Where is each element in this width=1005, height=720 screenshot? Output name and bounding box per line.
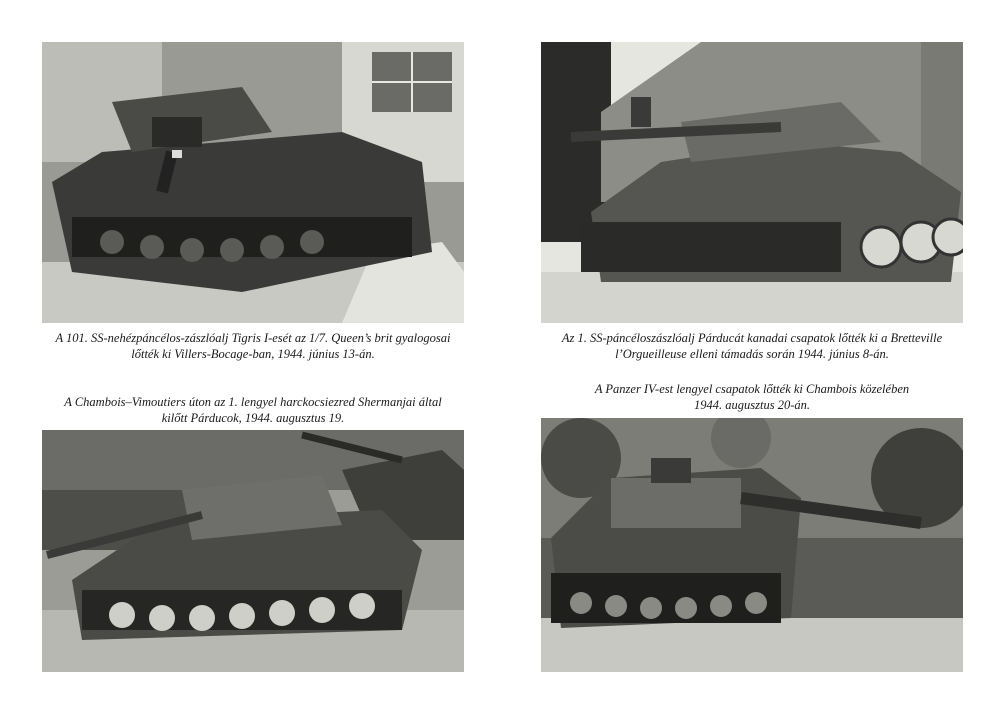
photo-panthers-chambois — [42, 430, 464, 672]
caption-line: 1944. augusztus 20-án. — [694, 398, 810, 412]
caption-panzer-iv — [541, 381, 963, 413]
caption-line: Az 1. SS-páncéloszászlóalj Párducát kanadai csapatok lőtték ki a Bretteville — [561, 331, 943, 345]
caption-tiger-tank — [42, 330, 464, 362]
caption-line: A Chambois–Vimoutiers úton az 1. lengyel harckocsiezred Shermanjai által — [64, 395, 442, 409]
tiger-tank-image — [42, 42, 464, 323]
caption-line: kilőtt Párducok, 1944. augusztus 19. — [161, 411, 345, 425]
panzer-iv-image — [541, 418, 963, 672]
photo-panzer-iv — [541, 418, 963, 672]
caption-line: A Panzer IV-est lengyel csapatok lőtték ki Chambois közelében — [594, 382, 910, 396]
panthers-chambois-image — [42, 430, 464, 672]
photo-panther-bretteville — [541, 42, 963, 323]
caption-panthers-chambois — [42, 394, 464, 426]
photo-tiger-tank — [42, 42, 464, 323]
caption-line: l’Orgueilleuse elleni támadás során 1944. június 8-án. — [615, 347, 889, 361]
caption-line: lőtték ki Villers-Bocage-ban, 1944. június 13-án. — [131, 347, 375, 361]
caption-line: A 101. SS-nehézpáncélos-zászlóalj Tigris I-esét az 1/7. Queen’s brit gyalogosai — [55, 331, 451, 345]
caption-panther-bretteville — [541, 330, 963, 362]
panther-bretteville-image — [541, 42, 963, 323]
